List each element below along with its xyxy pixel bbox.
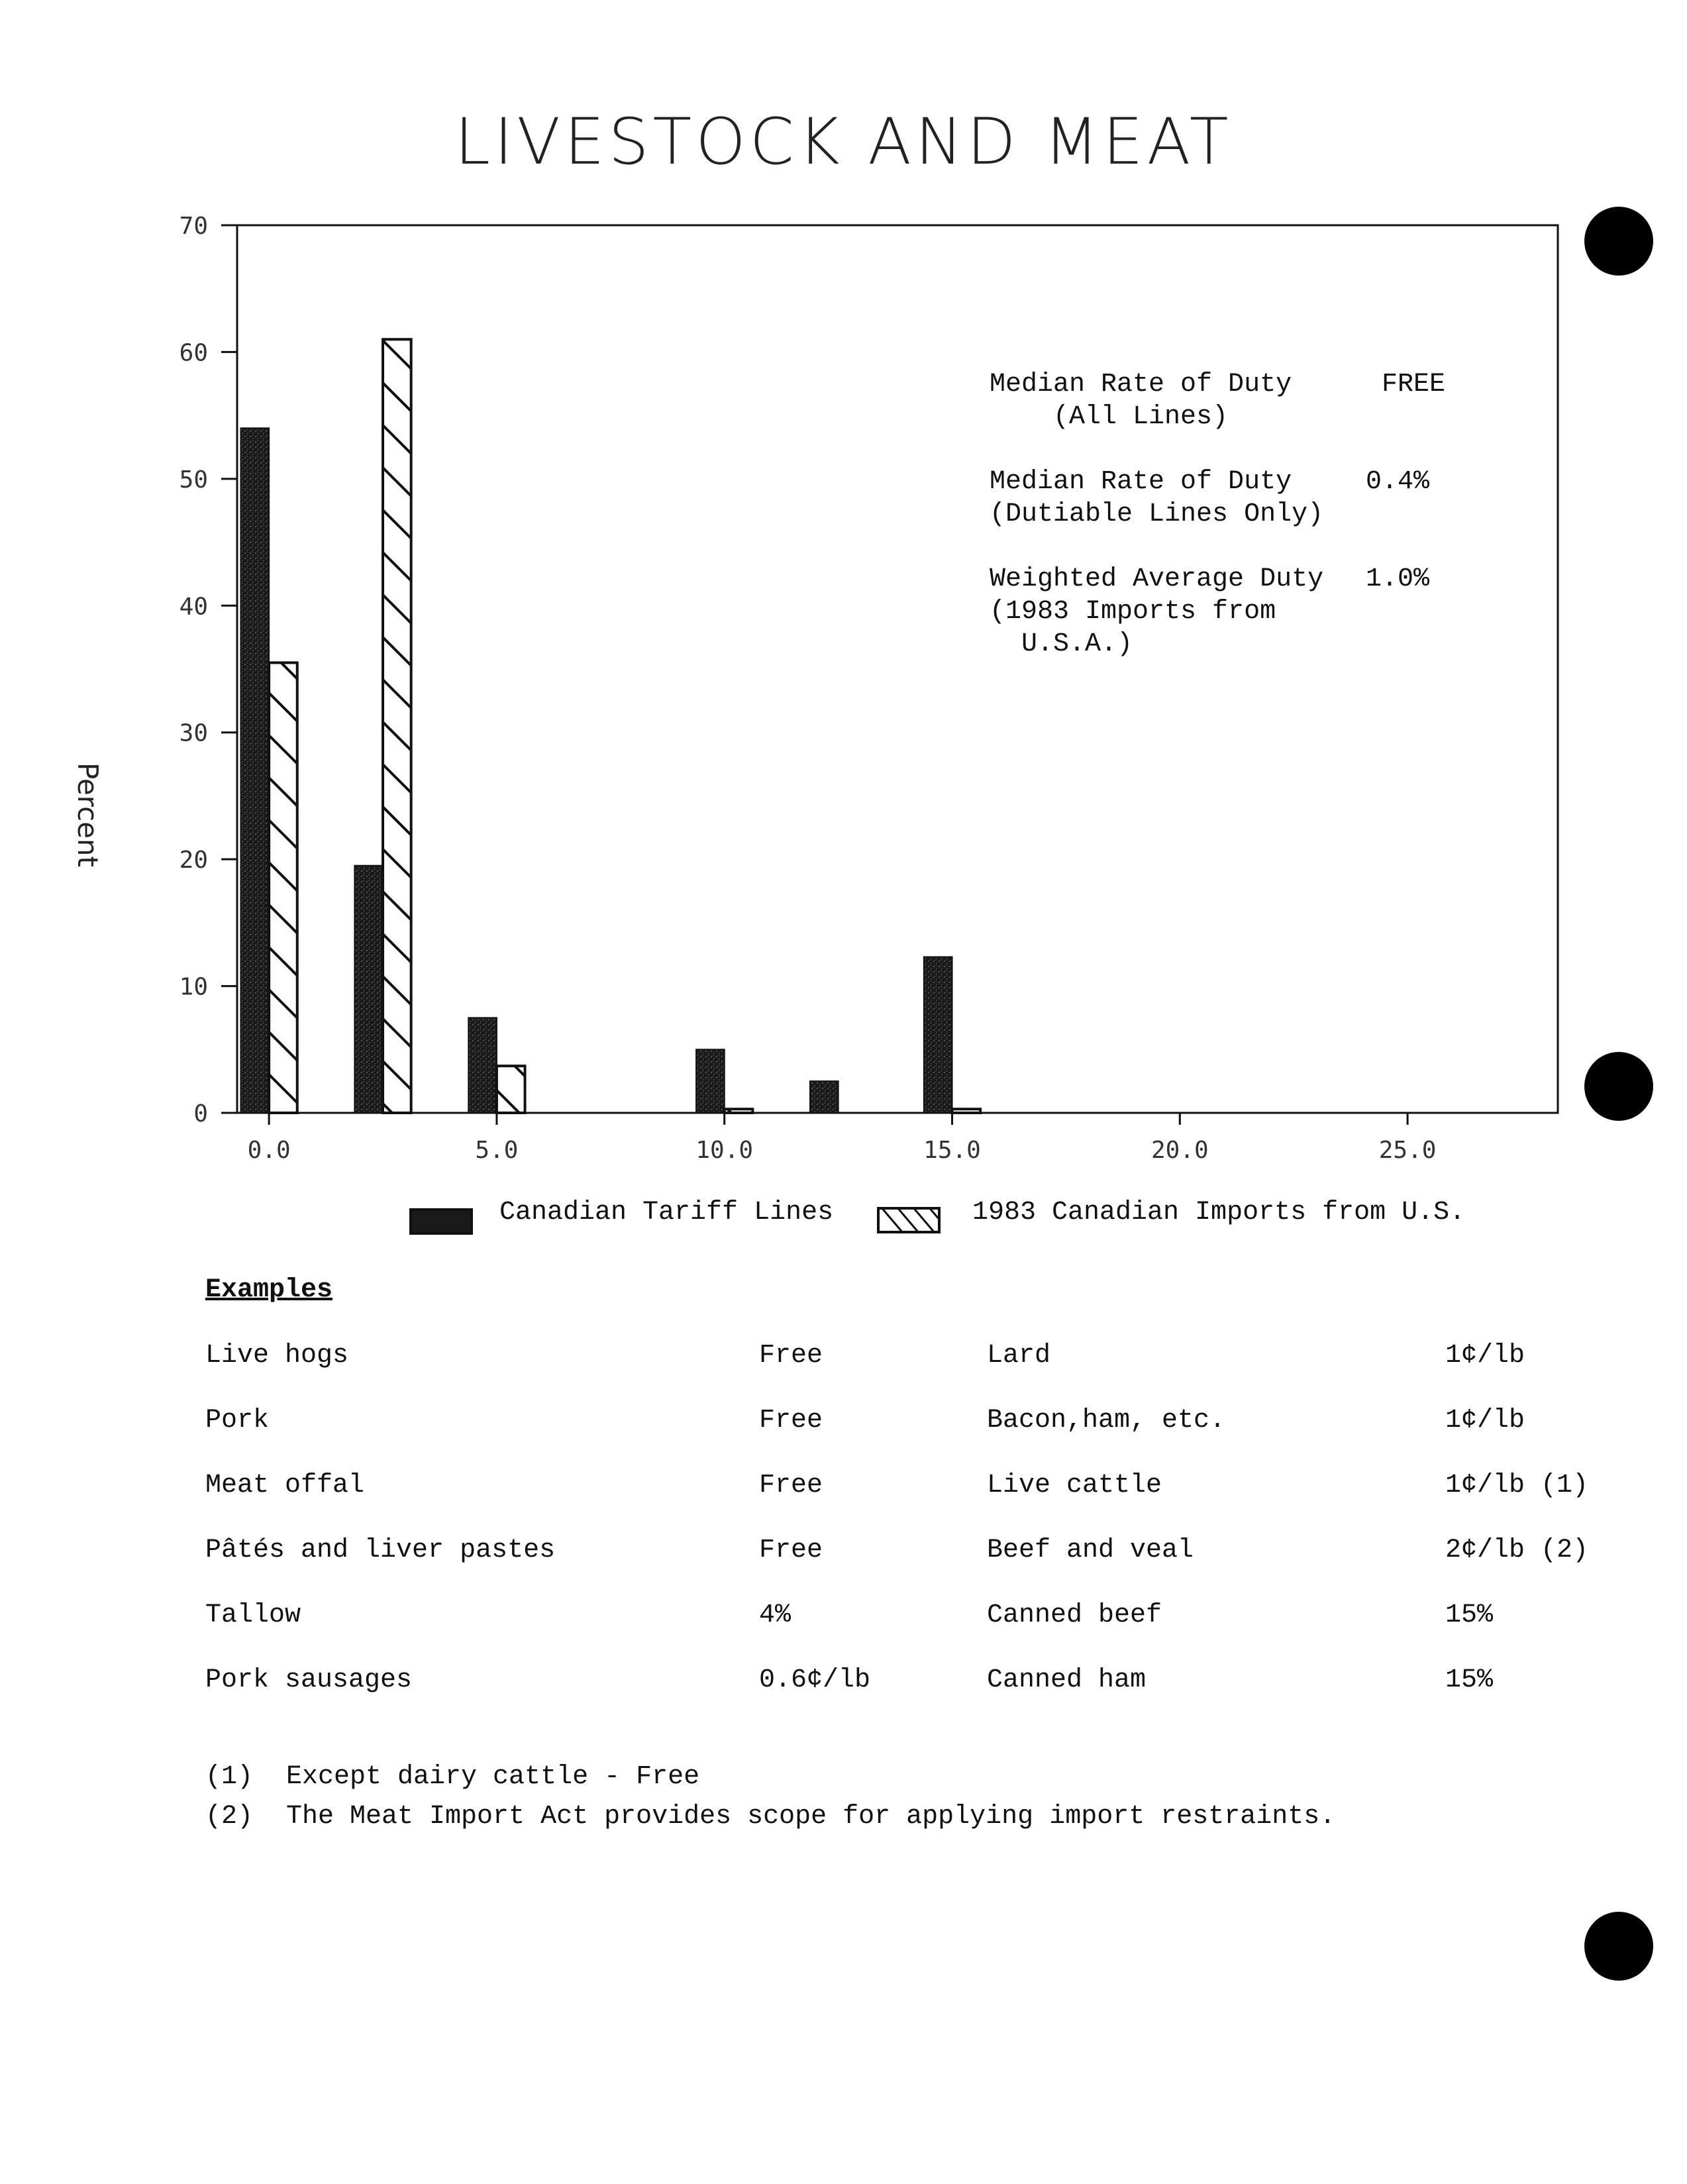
example-item-left: Live hogs [205, 1341, 349, 1371]
example-item-right: Lard [987, 1341, 1051, 1371]
binder-hole-bottom [1584, 1912, 1653, 1981]
example-row [0, 1665, 1687, 1705]
example-rate-right: 1¢/lb [1445, 1341, 1525, 1371]
examples-heading: Examples [205, 1275, 333, 1305]
example-rate-right: 1¢/lb (1) [1445, 1471, 1589, 1500]
chart-title: LIVESTOCK AND MEAT [454, 105, 1233, 179]
annotation-value-3: 1.0% [1366, 564, 1430, 594]
example-rate-left: 0.6¢/lb [759, 1665, 871, 1695]
example-item-right: Canned ham [987, 1665, 1147, 1695]
bar-tariff-lines [924, 957, 952, 1113]
example-item-left: Pork sausages [205, 1665, 413, 1695]
y-tick-label: 40 [179, 593, 208, 621]
example-row [0, 1535, 1687, 1575]
binder-hole-top [1584, 207, 1653, 276]
bar-us-imports [952, 1109, 981, 1113]
example-rate-right: 2¢/lb (2) [1445, 1535, 1589, 1565]
x-tick-label: 25.0 [1378, 1137, 1437, 1164]
bar-tariff-lines [468, 1017, 497, 1113]
plot-frame [237, 225, 1558, 1113]
example-rate-left: Free [759, 1535, 823, 1565]
x-tick-label: 0.0 [247, 1137, 291, 1164]
legend-label-us-imports: 1983 Canadian Imports from U.S. [972, 1198, 1466, 1227]
example-rate-right: 15% [1445, 1665, 1494, 1695]
example-item-right: Canned beef [987, 1600, 1162, 1630]
footnote-2-text: The Meat Import Act provides scope for applying import restraints. [286, 1802, 1336, 1832]
y-tick-label: 0 [193, 1100, 208, 1127]
y-tick-label: 30 [179, 719, 208, 747]
annotation-label-1: Median Rate of Duty (All Lines) [990, 370, 1292, 432]
bar-us-imports [383, 339, 411, 1113]
y-tick-label: 20 [179, 847, 208, 874]
annotation-label-2: Median Rate of Duty (Dutiable Lines Only) [990, 467, 1324, 529]
annotation-value-1: FREE [1382, 370, 1446, 399]
example-rate-right: 1¢/lb [1445, 1406, 1525, 1435]
example-item-right: Bacon,ham, etc. [987, 1406, 1226, 1435]
footnote-1-text: Except dairy cattle - Free [286, 1762, 700, 1792]
example-item-left: Meat offal [205, 1471, 365, 1500]
bar-us-imports [269, 662, 297, 1113]
bar-us-imports [497, 1066, 525, 1113]
y-tick-label: 60 [179, 339, 208, 367]
legend-swatch-us-imports [877, 1207, 941, 1233]
example-rate-right: 15% [1445, 1600, 1494, 1630]
bar-tariff-lines [241, 428, 270, 1113]
example-rate-left: 4% [759, 1600, 792, 1630]
legend-label-tariff-lines: Canadian Tariff Lines [499, 1198, 834, 1227]
example-rate-left: Free [759, 1471, 823, 1500]
y-tick-label: 10 [179, 973, 208, 1001]
example-row [0, 1341, 1687, 1380]
example-row [0, 1600, 1687, 1640]
x-tick-label: 5.0 [475, 1137, 519, 1164]
bar-tariff-lines [354, 866, 383, 1113]
example-item-left: Pork [205, 1406, 270, 1435]
x-tick-label: 10.0 [695, 1137, 754, 1164]
legend-swatch-tariff-lines [409, 1208, 473, 1235]
example-item-left: Pâtés and liver pastes [205, 1535, 556, 1565]
footnote-1-number: (1) [205, 1762, 254, 1792]
example-item-right: Live cattle [987, 1471, 1162, 1500]
bar-tariff-lines [696, 1049, 725, 1113]
annotation-label-3: Weighted Average Duty (1983 Imports from U.S.A.) [990, 564, 1324, 659]
example-item-right: Beef and veal [987, 1535, 1194, 1565]
example-rate-left: Free [759, 1406, 823, 1435]
annotation-value-2: 0.4% [1366, 467, 1430, 497]
footnote-2-number: (2) [205, 1802, 254, 1832]
x-tick-label: 15.0 [923, 1137, 981, 1164]
example-rate-left: Free [759, 1341, 823, 1371]
x-tick-label: 20.0 [1150, 1137, 1209, 1164]
y-axis-label: Percent [72, 762, 104, 868]
example-row [0, 1471, 1687, 1510]
bar-us-imports [725, 1109, 753, 1113]
example-row [0, 1406, 1687, 1445]
example-item-left: Tallow [205, 1600, 301, 1630]
binder-hole-middle [1584, 1052, 1653, 1121]
bar-tariff-lines [810, 1081, 839, 1113]
y-tick-label: 50 [179, 466, 208, 494]
y-tick-label: 70 [179, 213, 208, 240]
